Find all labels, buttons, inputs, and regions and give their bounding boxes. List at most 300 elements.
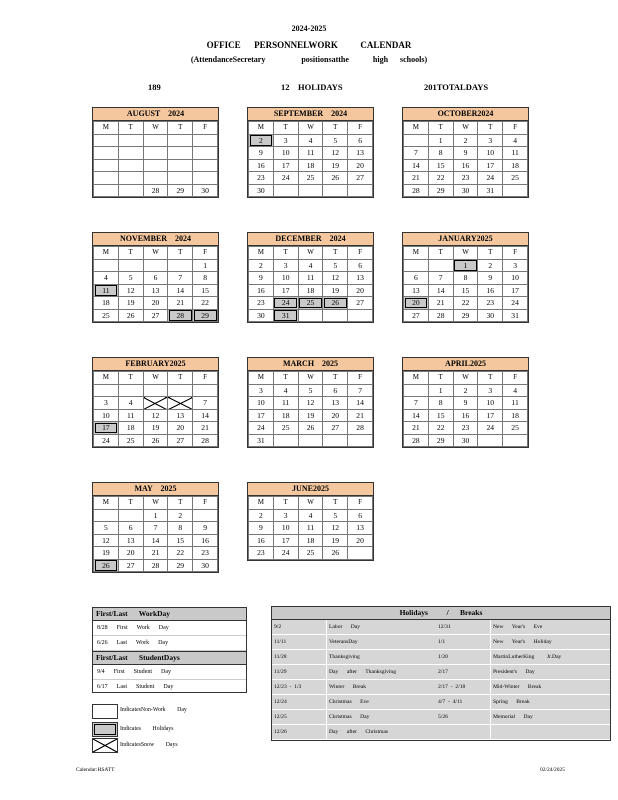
day-cell: 14 bbox=[404, 409, 429, 422]
day-cell: 8 bbox=[428, 397, 453, 410]
day-cell: 1 bbox=[193, 259, 218, 272]
month-title: FEBRUARY2025 bbox=[93, 358, 218, 371]
day-cell bbox=[168, 172, 193, 185]
day-cell: 21 bbox=[428, 297, 453, 310]
day-cell bbox=[168, 134, 193, 147]
weekday-header: M bbox=[249, 372, 274, 385]
last-work-day: 6/26 Last Work Day bbox=[93, 636, 246, 651]
weekday-header: W bbox=[453, 122, 478, 135]
holiday-date: 12/23 - 1/3 bbox=[272, 680, 327, 695]
month-calendar bbox=[402, 107, 529, 198]
day-cell: 3 bbox=[478, 384, 503, 397]
day-cell: 10 bbox=[249, 397, 274, 410]
holiday-date: 12/25 bbox=[272, 710, 327, 725]
day-cell: 18 bbox=[503, 159, 528, 172]
month-title: SEPTEMBER 2024 bbox=[248, 108, 373, 121]
day-cell: 27 bbox=[168, 434, 193, 447]
day-cell: 27 bbox=[118, 559, 143, 572]
weekday-header: F bbox=[503, 247, 528, 260]
day-cell: 12 bbox=[94, 534, 119, 547]
day-cell: 26 bbox=[323, 172, 348, 185]
day-cell: 7 bbox=[348, 384, 373, 397]
holidays-count: 12 HOLIDAYS bbox=[281, 82, 343, 92]
day-cell: 28 bbox=[348, 422, 373, 435]
weekday-header: W bbox=[298, 122, 323, 135]
weekday-header: W bbox=[453, 372, 478, 385]
month-calendar bbox=[247, 482, 374, 561]
snow-day-cell bbox=[168, 397, 193, 410]
day-cell: 10 bbox=[273, 272, 298, 285]
day-cell: 2 bbox=[249, 259, 274, 272]
day-cell: 25 bbox=[298, 547, 323, 560]
holiday-day-cell: 1 bbox=[453, 259, 478, 272]
holiday-row bbox=[272, 725, 610, 740]
work-days-count: 189 bbox=[148, 82, 161, 92]
day-cell bbox=[404, 259, 429, 272]
weekday-header: F bbox=[193, 372, 218, 385]
day-cell: 5 bbox=[323, 134, 348, 147]
day-cell: 6 bbox=[348, 509, 373, 522]
holiday-name: MartinLutherKing Jr.Day bbox=[491, 650, 611, 665]
day-cell: 7 bbox=[168, 272, 193, 285]
weekday-header: T bbox=[478, 247, 503, 260]
weekday-header: F bbox=[348, 372, 373, 385]
weekday-header: T bbox=[323, 122, 348, 135]
day-cell: 17 bbox=[249, 409, 274, 422]
holiday-row bbox=[272, 650, 610, 665]
day-cell: 14 bbox=[193, 409, 218, 422]
holiday-name: Winter Break bbox=[327, 680, 437, 695]
day-cell: 3 bbox=[478, 134, 503, 147]
day-cell bbox=[193, 384, 218, 397]
holiday-row bbox=[272, 665, 610, 680]
day-cell bbox=[143, 134, 168, 147]
holiday-day-cell: 11 bbox=[94, 284, 119, 297]
day-cell bbox=[323, 184, 348, 197]
day-cell: 9 bbox=[193, 522, 218, 535]
day-cell: 24 bbox=[273, 172, 298, 185]
day-cell: 11 bbox=[298, 272, 323, 285]
holiday-date: 2/17 - 2/18 bbox=[436, 680, 491, 695]
weekday-header: F bbox=[193, 122, 218, 135]
day-cell: 13 bbox=[323, 397, 348, 410]
holiday-swatch bbox=[92, 722, 118, 737]
day-cell: 14 bbox=[428, 284, 453, 297]
day-cell: 23 bbox=[249, 547, 274, 560]
day-cell bbox=[118, 159, 143, 172]
weekday-header: M bbox=[404, 122, 429, 135]
day-cell: 29 bbox=[428, 434, 453, 447]
day-cell: 28 bbox=[143, 184, 168, 197]
holiday-day-cell: 24 bbox=[273, 297, 298, 310]
holiday-date: 5/26 bbox=[436, 710, 491, 725]
legend-snow: IndicatesSnow Days bbox=[120, 742, 178, 748]
day-cell: 17 bbox=[273, 159, 298, 172]
day-cell: 26 bbox=[143, 434, 168, 447]
day-cell: 13 bbox=[118, 534, 143, 547]
weekday-header: T bbox=[323, 497, 348, 510]
day-cell bbox=[348, 184, 373, 197]
day-cell: 16 bbox=[478, 284, 503, 297]
weekday-header: M bbox=[404, 247, 429, 260]
holiday-date: 2/17 bbox=[436, 665, 491, 680]
day-cell: 28 bbox=[428, 309, 453, 322]
weekday-header: T bbox=[168, 122, 193, 135]
weekday-header: M bbox=[94, 372, 119, 385]
day-cell: 11 bbox=[273, 397, 298, 410]
weekday-header: M bbox=[249, 122, 274, 135]
day-cell: 21 bbox=[193, 422, 218, 435]
day-cell: 10 bbox=[273, 147, 298, 160]
holiday-date: 11/28 bbox=[272, 650, 327, 665]
day-cell: 5 bbox=[94, 522, 119, 535]
holiday-row bbox=[272, 620, 610, 635]
day-cell: 7 bbox=[193, 397, 218, 410]
weekday-header: T bbox=[168, 497, 193, 510]
weekday-header: F bbox=[193, 247, 218, 260]
day-cell: 23 bbox=[249, 172, 274, 185]
day-cell: 6 bbox=[348, 259, 373, 272]
day-cell: 1 bbox=[143, 509, 168, 522]
day-cell: 12 bbox=[118, 284, 143, 297]
month-title: APRIL2025 bbox=[403, 358, 528, 371]
day-cell: 18 bbox=[298, 534, 323, 547]
day-cell bbox=[94, 384, 119, 397]
day-cell: 24 bbox=[478, 172, 503, 185]
day-cell: 22 bbox=[428, 422, 453, 435]
day-cell: 8 bbox=[168, 522, 193, 535]
holiday-row bbox=[272, 710, 610, 725]
day-cell: 13 bbox=[168, 409, 193, 422]
day-cell: 22 bbox=[193, 297, 218, 310]
weekday-header: W bbox=[143, 122, 168, 135]
day-cell: 30 bbox=[193, 559, 218, 572]
day-cell: 14 bbox=[348, 397, 373, 410]
day-cell: 27 bbox=[404, 309, 429, 322]
day-cell: 4 bbox=[94, 272, 119, 285]
month-calendar bbox=[92, 482, 219, 573]
day-cell: 11 bbox=[503, 147, 528, 160]
first-work-day: 8/28 First Work Day bbox=[93, 621, 246, 636]
day-cell: 30 bbox=[478, 309, 503, 322]
day-cell: 4 bbox=[298, 509, 323, 522]
holiday-day-cell: 28 bbox=[168, 309, 193, 322]
day-cell: 12 bbox=[323, 272, 348, 285]
holiday-day-cell: 26 bbox=[323, 297, 348, 310]
day-cell: 5 bbox=[118, 272, 143, 285]
day-cell: 19 bbox=[298, 409, 323, 422]
day-cell: 6 bbox=[118, 522, 143, 535]
day-cell: 14 bbox=[168, 284, 193, 297]
day-cell bbox=[298, 434, 323, 447]
weekday-header: T bbox=[273, 122, 298, 135]
day-cell: 19 bbox=[143, 422, 168, 435]
day-cell: 13 bbox=[404, 284, 429, 297]
day-cell: 3 bbox=[273, 259, 298, 272]
day-cell: 13 bbox=[348, 272, 373, 285]
day-cell: 15 bbox=[453, 284, 478, 297]
day-cell: 22 bbox=[453, 297, 478, 310]
day-cell: 21 bbox=[404, 172, 429, 185]
day-cell bbox=[404, 384, 429, 397]
footer-label: Calendar:HSATT bbox=[76, 767, 115, 773]
holiday-day-cell: 25 bbox=[298, 297, 323, 310]
day-cell: 16 bbox=[249, 159, 274, 172]
day-cell: 18 bbox=[118, 422, 143, 435]
day-cell: 2 bbox=[453, 384, 478, 397]
day-cell: 15 bbox=[193, 284, 218, 297]
calendar-year: 2024-2025 bbox=[291, 24, 327, 33]
day-cell: 7 bbox=[428, 272, 453, 285]
weekday-header: F bbox=[503, 122, 528, 135]
day-cell bbox=[143, 384, 168, 397]
day-cell: 25 bbox=[273, 422, 298, 435]
footer-date: 02/24/2025 bbox=[540, 767, 566, 773]
day-cell bbox=[118, 172, 143, 185]
weekday-header: T bbox=[428, 122, 453, 135]
day-cell: 10 bbox=[94, 409, 119, 422]
weekday-header: M bbox=[249, 497, 274, 510]
month-calendar bbox=[247, 107, 374, 198]
day-cell bbox=[118, 134, 143, 147]
month-calendar bbox=[402, 232, 529, 323]
month-calendar bbox=[247, 232, 374, 323]
weekday-header: T bbox=[273, 497, 298, 510]
month-calendar bbox=[92, 232, 219, 323]
day-cell: 25 bbox=[503, 172, 528, 185]
day-cell: 18 bbox=[298, 284, 323, 297]
day-cell: 14 bbox=[143, 534, 168, 547]
day-cell: 5 bbox=[323, 509, 348, 522]
weekday-header: T bbox=[323, 247, 348, 260]
day-cell bbox=[94, 184, 119, 197]
day-cell: 18 bbox=[94, 297, 119, 310]
day-cell: 26 bbox=[323, 547, 348, 560]
day-cell bbox=[478, 434, 503, 447]
day-cell bbox=[348, 434, 373, 447]
day-cell: 3 bbox=[94, 397, 119, 410]
day-cell bbox=[94, 172, 119, 185]
holiday-date: 1/1 bbox=[436, 635, 491, 650]
holiday-day-cell: 29 bbox=[193, 309, 218, 322]
holiday-date: 12/24 bbox=[272, 695, 327, 710]
day-cell: 20 bbox=[348, 159, 373, 172]
day-cell: 28 bbox=[193, 434, 218, 447]
day-cell: 23 bbox=[249, 297, 274, 310]
day-cell: 27 bbox=[323, 422, 348, 435]
day-cell: 9 bbox=[478, 272, 503, 285]
weekday-header: T bbox=[118, 122, 143, 135]
calendar-subtitle: (AttendanceSecretary positionsatthe high schools) bbox=[190, 55, 428, 64]
weekday-header: F bbox=[503, 372, 528, 385]
day-cell: 4 bbox=[298, 134, 323, 147]
day-cell: 6 bbox=[348, 134, 373, 147]
total-days-count: 201TOTALDAYS bbox=[424, 82, 489, 92]
day-cell: 23 bbox=[453, 422, 478, 435]
day-cell: 21 bbox=[348, 409, 373, 422]
weekday-header: T bbox=[323, 372, 348, 385]
day-cell: 20 bbox=[118, 547, 143, 560]
studentdays-title: First/Last StudentDays bbox=[93, 651, 246, 665]
day-cell: 6 bbox=[143, 272, 168, 285]
weekday-header: F bbox=[348, 122, 373, 135]
day-cell: 19 bbox=[323, 534, 348, 547]
month-title: JUNE2025 bbox=[248, 483, 373, 496]
month-calendar bbox=[92, 107, 219, 198]
day-cell bbox=[193, 147, 218, 160]
weekday-header: T bbox=[168, 372, 193, 385]
weekday-header: M bbox=[249, 247, 274, 260]
day-cell: 31 bbox=[249, 434, 274, 447]
holiday-row bbox=[272, 695, 610, 710]
day-cell: 16 bbox=[453, 409, 478, 422]
holiday-name: New Year's Eve bbox=[491, 620, 611, 635]
weekday-header: T bbox=[118, 497, 143, 510]
day-cell bbox=[193, 172, 218, 185]
weekday-header: M bbox=[94, 122, 119, 135]
day-cell: 10 bbox=[273, 522, 298, 535]
day-cell bbox=[503, 434, 528, 447]
day-cell: 11 bbox=[298, 522, 323, 535]
day-cell: 8 bbox=[428, 147, 453, 160]
day-cell: 6 bbox=[404, 272, 429, 285]
weekday-header: W bbox=[143, 247, 168, 260]
month-title: MAY 2025 bbox=[93, 483, 218, 496]
snow-swatch bbox=[92, 738, 118, 753]
day-cell bbox=[168, 384, 193, 397]
weekday-header: T bbox=[478, 122, 503, 135]
day-cell: 19 bbox=[94, 547, 119, 560]
day-cell: 25 bbox=[298, 172, 323, 185]
weekday-header: T bbox=[118, 247, 143, 260]
day-cell: 28 bbox=[143, 559, 168, 572]
day-cell bbox=[168, 147, 193, 160]
workday-box bbox=[92, 607, 247, 693]
day-cell: 26 bbox=[118, 309, 143, 322]
weekday-header: F bbox=[193, 497, 218, 510]
day-cell: 22 bbox=[168, 547, 193, 560]
day-cell: 27 bbox=[348, 172, 373, 185]
day-cell: 4 bbox=[503, 134, 528, 147]
day-cell bbox=[94, 159, 119, 172]
day-cell: 9 bbox=[249, 147, 274, 160]
day-cell: 9 bbox=[249, 272, 274, 285]
month-calendar bbox=[92, 357, 219, 448]
day-cell: 24 bbox=[249, 422, 274, 435]
day-cell bbox=[503, 184, 528, 197]
weekday-header: F bbox=[348, 247, 373, 260]
day-cell: 18 bbox=[298, 159, 323, 172]
day-cell: 23 bbox=[193, 547, 218, 560]
day-cell: 28 bbox=[404, 184, 429, 197]
legend-nonwork: IndicatesNon-Work Day bbox=[120, 707, 187, 713]
day-cell: 30 bbox=[249, 309, 274, 322]
weekday-header: T bbox=[478, 372, 503, 385]
day-cell: 8 bbox=[193, 272, 218, 285]
holiday-name: Thanksgiving bbox=[327, 650, 437, 665]
day-cell: 23 bbox=[478, 297, 503, 310]
holiday-date: 1/20 bbox=[436, 650, 491, 665]
day-cell: 21 bbox=[143, 547, 168, 560]
day-cell: 12 bbox=[323, 522, 348, 535]
weekday-header: T bbox=[428, 247, 453, 260]
day-cell: 11 bbox=[298, 147, 323, 160]
holiday-name: Christmas Day bbox=[327, 710, 437, 725]
holiday-name: Spring Break bbox=[491, 695, 611, 710]
day-cell bbox=[143, 172, 168, 185]
day-cell: 31 bbox=[478, 184, 503, 197]
holiday-date: 12/26 bbox=[272, 725, 327, 740]
nonwork-swatch bbox=[92, 704, 118, 719]
day-cell: 3 bbox=[273, 509, 298, 522]
day-cell: 27 bbox=[348, 297, 373, 310]
holiday-date: 9/2 bbox=[272, 620, 327, 635]
workday-title: First/Last WorkDay bbox=[93, 608, 246, 621]
holiday-date bbox=[436, 725, 491, 740]
day-cell: 2 bbox=[168, 509, 193, 522]
weekday-header: T bbox=[273, 372, 298, 385]
month-title: NOVEMBER 2024 bbox=[93, 233, 218, 246]
day-cell bbox=[428, 259, 453, 272]
legend-holidays: Indicates Holidays bbox=[120, 726, 174, 732]
holiday-name: Memorial Day bbox=[491, 710, 611, 725]
day-cell: 24 bbox=[478, 422, 503, 435]
month-calendar bbox=[402, 357, 529, 448]
weekday-header: T bbox=[168, 247, 193, 260]
day-cell: 21 bbox=[168, 297, 193, 310]
day-cell: 4 bbox=[273, 384, 298, 397]
holiday-date: 12/31 bbox=[436, 620, 491, 635]
holiday-name bbox=[491, 725, 611, 740]
day-cell: 20 bbox=[348, 534, 373, 547]
day-cell: 6 bbox=[323, 384, 348, 397]
day-cell bbox=[143, 159, 168, 172]
day-cell: 17 bbox=[478, 409, 503, 422]
day-cell: 23 bbox=[453, 172, 478, 185]
day-cell: 1 bbox=[428, 384, 453, 397]
weekday-header: W bbox=[453, 247, 478, 260]
day-cell: 30 bbox=[453, 434, 478, 447]
day-cell bbox=[94, 509, 119, 522]
day-cell bbox=[298, 309, 323, 322]
day-cell: 16 bbox=[249, 284, 274, 297]
day-cell: 7 bbox=[404, 147, 429, 160]
day-cell: 3 bbox=[503, 259, 528, 272]
holiday-name: Christmas Eve bbox=[327, 695, 437, 710]
weekday-header: W bbox=[143, 497, 168, 510]
holiday-name: Day after Christmas bbox=[327, 725, 437, 740]
day-cell bbox=[348, 309, 373, 322]
day-cell bbox=[143, 259, 168, 272]
month-title: AUGUST 2024 bbox=[93, 108, 218, 121]
day-cell bbox=[118, 509, 143, 522]
month-title: JANUARY2025 bbox=[403, 233, 528, 246]
weekday-header: T bbox=[428, 372, 453, 385]
holidays-table bbox=[272, 620, 610, 740]
day-cell: 20 bbox=[323, 409, 348, 422]
day-cell: 7 bbox=[404, 397, 429, 410]
day-cell: 2 bbox=[249, 509, 274, 522]
day-cell: 28 bbox=[404, 434, 429, 447]
last-student-day: 6/17 Last Student Day bbox=[97, 684, 174, 690]
day-cell bbox=[323, 434, 348, 447]
holiday-date: 11/11 bbox=[272, 635, 327, 650]
day-cell: 11 bbox=[118, 409, 143, 422]
day-cell bbox=[193, 509, 218, 522]
day-cell bbox=[273, 434, 298, 447]
day-cell: 21 bbox=[404, 422, 429, 435]
month-title: MARCH 2025 bbox=[248, 358, 373, 371]
